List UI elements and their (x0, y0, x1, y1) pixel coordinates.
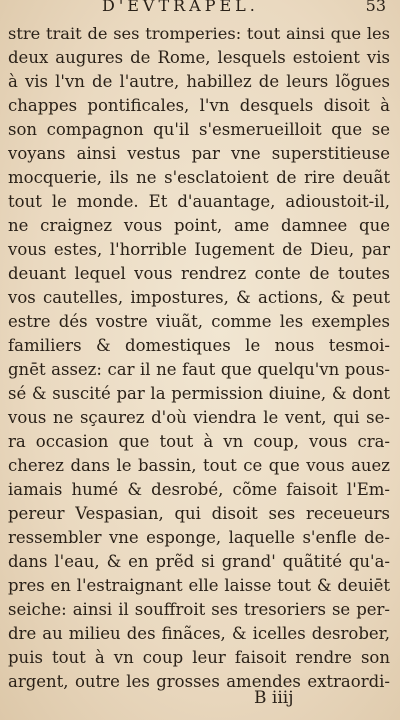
text-line: deuant lequel vous rendrez conte de toutes (8, 264, 390, 283)
running-title: D'EVTRAPEL. (102, 0, 259, 15)
text-line: dre au milieu des finãces, & icelles desrober, (8, 624, 390, 643)
text-line: voyans ainsi vestus par vne superstitieuse (8, 144, 390, 163)
text-line: à vis l'vn de l'autre, habillez de leurs lõgues (8, 72, 390, 91)
text-line: vous ne sçaurez d'où viendra le vent, qui se- (8, 408, 390, 427)
text-line: deux augures de Rome, lesquels estoient vis (8, 48, 390, 67)
text-line: iamais humé & desrobé, cõme faisoit l'Em- (8, 480, 390, 499)
text-line: familiers & domestiques le nous tesmoi- (8, 336, 390, 355)
text-line: vos cautelles, impostures, & actions, & peut (8, 288, 390, 307)
text-line: puis tout à vn coup leur faisoit rendre son (8, 648, 390, 667)
text-line: stre trait de ses tromperies: tout ainsi que les (8, 24, 390, 43)
text-line: seiche: ainsi il souffroit ses tresoriers se per- (8, 600, 390, 619)
text-line: ressembler vne esponge, laquelle s'enfle de- (8, 528, 390, 547)
text-line: dans l'eau, & en prẽd si grand' quãtité qu'a- (8, 552, 390, 571)
text-line: estre dés vostre viuãt, comme les exemples (8, 312, 390, 331)
text-line: mocquerie, ils ne s'esclatoient de rire deuãt (8, 168, 390, 187)
text-line: pereur Vespasian, qui disoit ses receueurs (8, 504, 390, 523)
running-head (0, 0, 400, 16)
text-line: ra occasion que tout à vn coup, vous cra- (8, 432, 390, 451)
text-line: chappes pontificales, l'vn desquels disoit à (8, 96, 390, 115)
signature-mark: B iiij (254, 688, 294, 708)
text-line: sé & suscité par la permission diuine, & dont (8, 384, 390, 403)
text-line: son compagnon qu'il s'esmerueilloit que se (8, 120, 390, 139)
text-line: pres en l'estraignant elle laisse tout & deuiēt (8, 576, 390, 595)
text-line: ne craignez vous point, ame damnee que (8, 216, 390, 235)
text-line: argent, outre les grosses amendes extraordi- (8, 672, 390, 691)
text-line: vous estes, l'horrible Iugement de Dieu, par (8, 240, 390, 259)
text-line: gnēt assez: car il ne faut que quelqu'vn pous- (8, 360, 390, 379)
text-line: cherez dans le bassin, tout ce que vous auez (8, 456, 390, 475)
folio-number: 53 (365, 0, 386, 15)
text-line: tout le monde. Et d'auantage, adioustoit-il, (8, 192, 390, 211)
